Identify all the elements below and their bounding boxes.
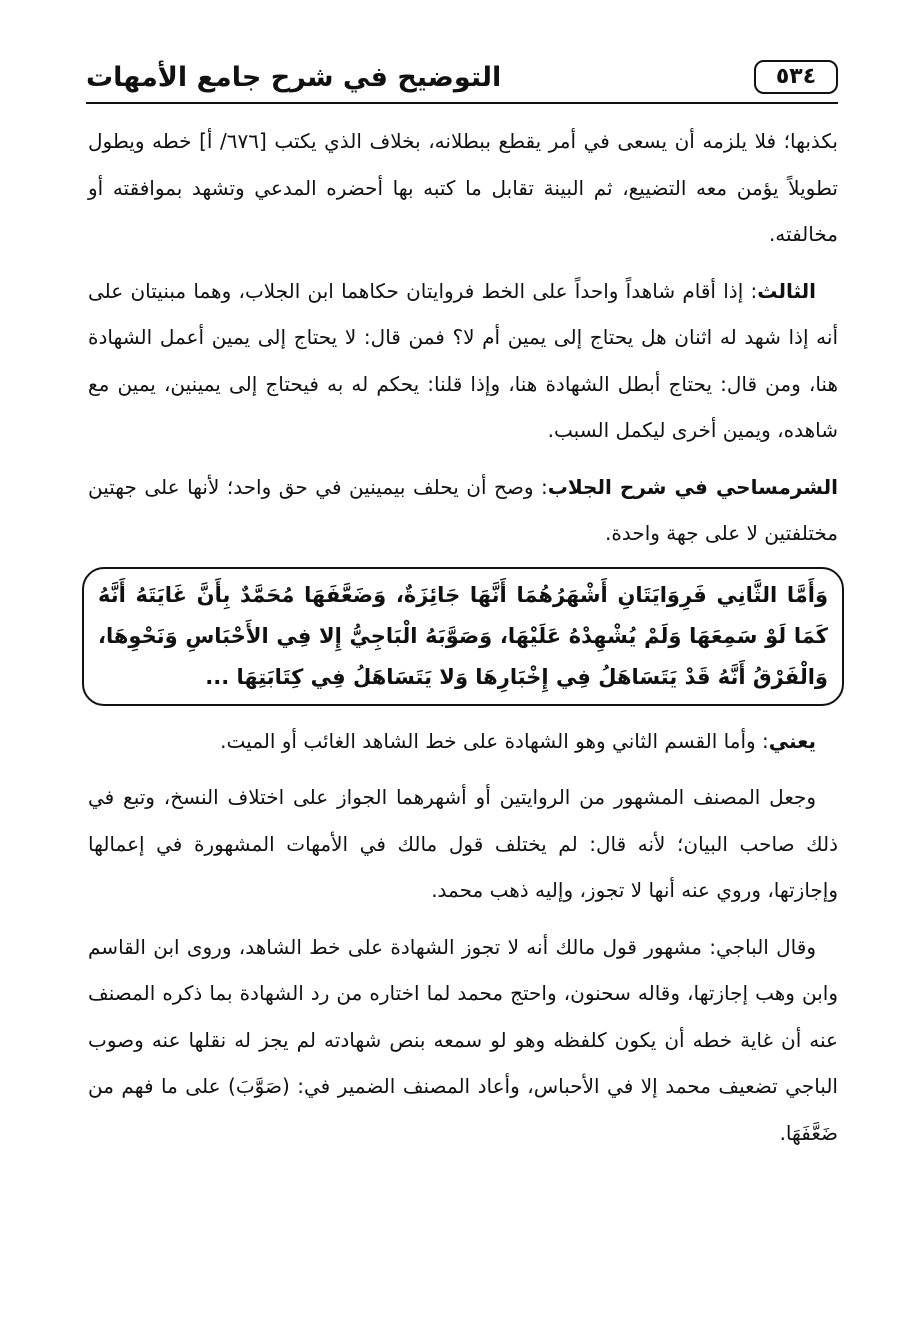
paragraph-text: وقال الباجي: مشهور قول مالك أنه لا تجوز الشهادة على خط الشاهد، وروى ابن القاسم وابن وهب إجازتها، وقاله سحنون، واحتج محمد لما اختاره من رد الشهادة بما ذكره المصنف عنه أن غاية خطه أن يكون كلفظه وهو لو سمعه بنص شهادته لم يجز له نقلها عنه وصوب الباجي تضعيف محمد إلا في الأحباس، وأعاد المصنف الضمير في: (صَوَّبَ) على ما فهم من ضَعَّفَهَا. xyxy=(88,934,838,1145)
paragraph xyxy=(88,718,838,765)
header-divider xyxy=(86,102,838,104)
paragraph-lead-term: يعني xyxy=(768,728,816,753)
paragraph xyxy=(88,464,838,557)
running-title: التوضيح في شرح جامع الأمهات xyxy=(86,62,502,93)
paragraph xyxy=(88,924,838,1157)
paragraph-lead-term: الشرمساحي في شرح الجلاب xyxy=(547,474,838,499)
paragraph xyxy=(88,268,838,454)
paragraph-text: : إذا أقام شاهداً واحداً على الخط فروايتان حكاهما ابن الجلاب، وهما مبنيتان على أنه إذا شهد له اثنان هل يحتاج إلى يمين أم لا؟ فمن قال: لا يحتاج إلى يمين أعمل الشهادة هنا، ومن قال: يحتاج أبطل الشهادة هنا، وإذا قلنا: يحكم له به فيحتاج إلى يمينين، يمين مع شاهده، ويمين أخرى ليكمل السبب. xyxy=(88,278,838,442)
page-header xyxy=(86,58,838,104)
paragraph-lead-term: الثالث xyxy=(757,278,816,303)
paragraph-text: وجعل المصنف المشهور من الروايتين أو أشهرهما الجواز على اختلاف النسخ، وتبع في ذلك صاحب البيان؛ لأنه قال: لم يختلف قول مالك في الأمهات المشهورة في إعمالها وإجازتها، وروي عنه أنها لا تجوز، وإليه ذهب محمد. xyxy=(88,785,838,902)
page-number: ٥٣٤ xyxy=(754,60,838,94)
paragraph-text: بكذبها؛ فلا يلزمه أن يسعى في أمر يقطع ببطلانه، بخلاف الذي يكتب [٦٧٦/ أ] خطه ويطول تطويلاً يؤمن معه التضييع، ثم البينة تقابل ما كتبه بها أحضره المدعي وتشهد بموافقته أو مخالفته. xyxy=(88,129,839,246)
quote-text: وَأَمَّا الثَّانِي فَرِوَايَتَانِ أَشْهَرُهُمَا أَنَّهَا جَائِزَةٌ، وَضَعَّفَهَا مُحَمَّدٌ بِأَنَّ غَايَتَهُ أَنَّهُ كَمَا لَوْ سَمِعَهَا وَلَمْ يُشْهِدْهُ عَلَيْهَا، وَصَوَّبَهُ الْبَاجِيُّ إِلا فِي الأَحْبَاسِ وَنَحْوِهَا، وَالْفَرْقُ أَنَّهُ قَدْ يَتَسَاهَلُ فِي إِخْبَارِهَا وَلا يَتَسَاهَلُ فِي كِتَابَتِهَا ... xyxy=(98,582,828,689)
paragraph xyxy=(88,774,838,914)
source-text-quote-box xyxy=(82,567,844,706)
paragraph-text: : وصح أن يحلف بيمينين في حق واحد؛ لأنها على جهتين مختلفتين لا على جهة واحدة. xyxy=(88,474,838,545)
paragraph xyxy=(88,118,838,258)
paragraph-text: : وأما القسم الثاني وهو الشهادة على خط الشاهد الغائب أو الميت. xyxy=(220,728,769,753)
page-body xyxy=(88,118,838,1166)
